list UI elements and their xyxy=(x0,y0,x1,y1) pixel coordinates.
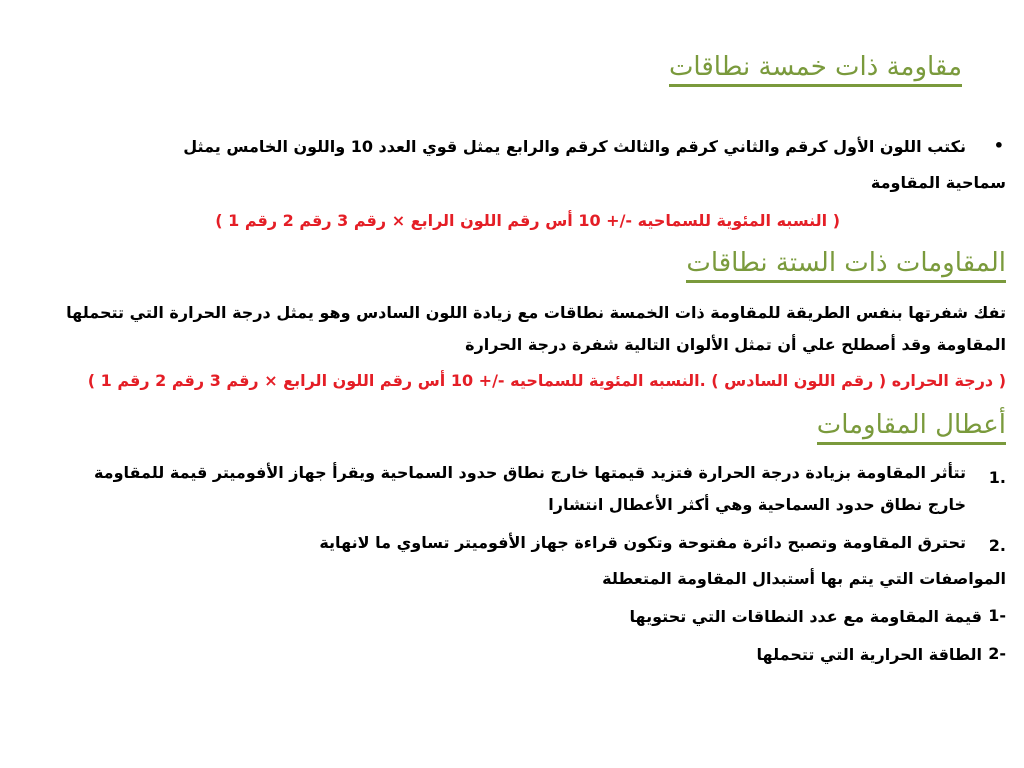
five-bands-text-line2: سماحية المقاومة xyxy=(870,173,1006,192)
fault-item-1-line1: تتأثر المقاومة بزيادة درجة الحرارة فتزيد قيمتها خارج نطاق حدود السماحية ويقرأ جهاز الأفوميتر قيمة للمقاومة xyxy=(93,463,966,482)
heading-resistor-faults: أعطال المقاومات xyxy=(817,410,1006,445)
fault-item-number: 1. xyxy=(988,468,1006,487)
replacement-specs-title: المواصفات التي يتم بها أستبدال المقاومة المتعطلة xyxy=(602,569,1006,588)
fault-item-2-line1: تحترق المقاومة وتصبح دائرة مفتوحة وتكون قراءة جهاز الأفوميتر تساوي ما لانهاية xyxy=(319,533,966,552)
six-bands-formula: ( درجة الحراره ( رقم اللون السادس ) .النسبه المئوية للسماحيه -/+ 10 أس رقم اللون الرابع × رقم 3 رقم 2 رقم 1 ) xyxy=(87,371,1006,390)
bullet-marker: • xyxy=(993,136,1004,155)
spec-item-1: قيمة المقاومة مع عدد النطاقات التي تحتويها xyxy=(629,607,982,626)
spec-item-2: الطاقة الحرارية التي تتحملها xyxy=(756,645,982,664)
heading-five-bands: مقاومة ذات خمسة نطاقات xyxy=(669,52,962,87)
spec-item-number: 1- xyxy=(988,606,1006,625)
spec-item-number: 2- xyxy=(988,644,1006,663)
six-bands-text-line2: المقاومة وقد أصطلح علي أن تمثل الألوان التالية شفرة درجة الحرارة xyxy=(465,335,1006,354)
heading-six-bands: المقاومات ذات الستة نطاقات xyxy=(686,248,1006,283)
fault-item-1-line2: خارج نطاق حدود السماحية وهي أكثر الأعطال انتشارا xyxy=(548,495,966,514)
five-bands-text-line1: نكتب اللون الأول كرقم والثاني كرقم والثالث كرقم والرابع يمثل قوي العدد 10 واللون الخامس يمثل xyxy=(183,137,966,156)
five-bands-formula: ( النسبه المئوية للسماحيه -/+ 10 أس رقم اللون الرابع × رقم 3 رقم 2 رقم 1 ) xyxy=(215,211,840,230)
fault-item-number: 2. xyxy=(988,536,1006,555)
six-bands-text-line1: تفك شفرتها بنفس الطريقة للمقاومة ذات الخمسة نطاقات مع زيادة اللون السادس وهو يمثل درجة الحرارة التي تتحملها xyxy=(66,303,1006,322)
